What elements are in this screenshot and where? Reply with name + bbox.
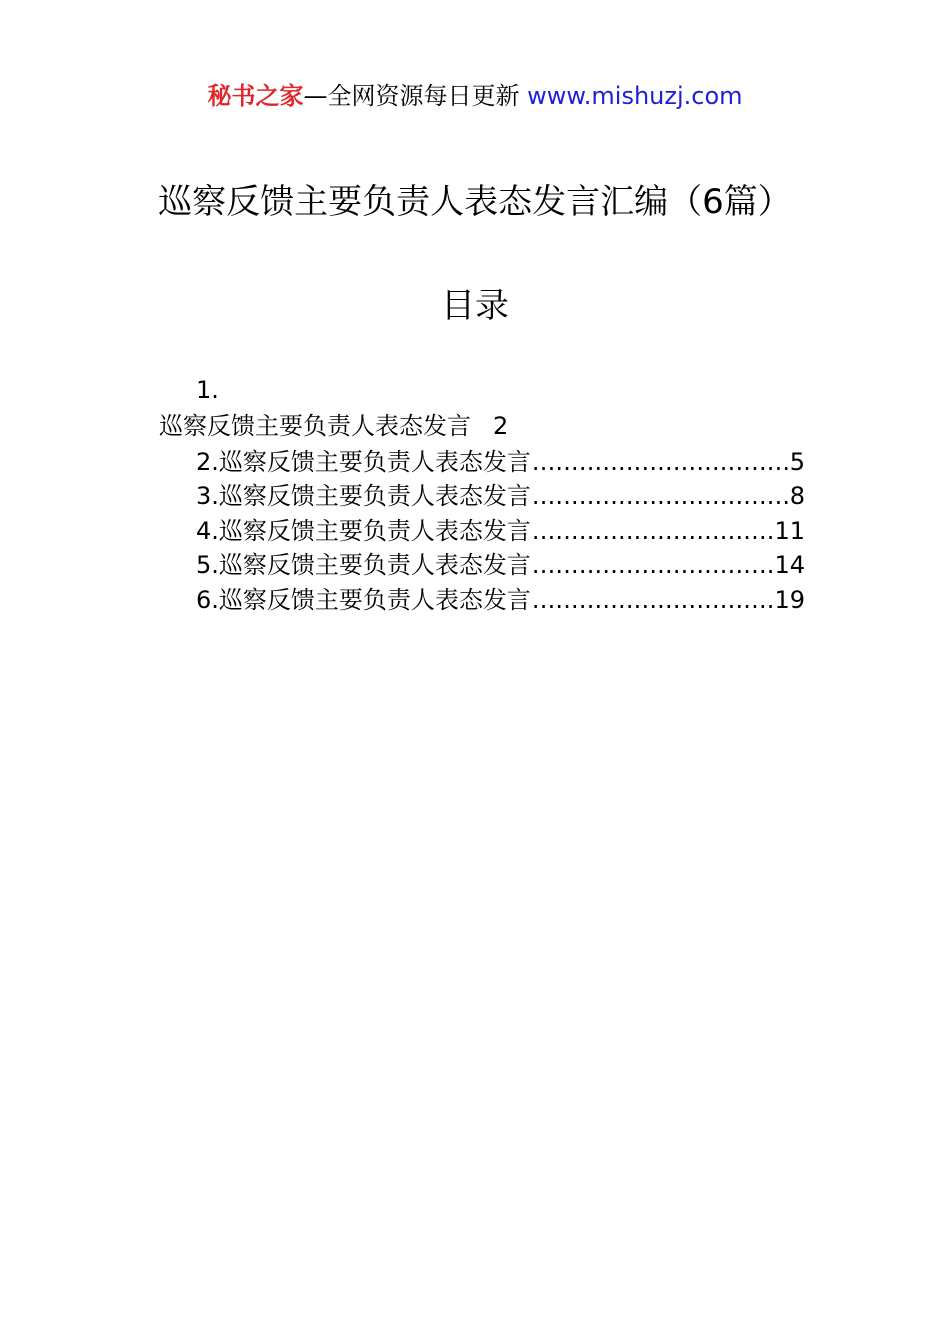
toc-entry-label: 4.巡察反馈主要负责人表态发言 — [196, 517, 531, 545]
toc-entry-4[interactable] — [196, 515, 805, 547]
toc-entry-page: 8 — [789, 482, 805, 510]
toc-entry-label: 6.巡察反馈主要负责人表态发言 — [196, 586, 531, 614]
toc-entry-1[interactable] — [159, 410, 508, 442]
toc-entry-page: 5 — [789, 448, 805, 476]
dot-leader — [532, 446, 789, 478]
brand-name: 秘书之家 — [207, 82, 304, 110]
dot-leader — [532, 549, 774, 581]
toc-entry-page: 14 — [774, 551, 805, 579]
site-url-link[interactable]: www.mishuzj.com — [527, 82, 743, 110]
toc-entry-label: 3.巡察反馈主要负责人表态发言 — [196, 482, 531, 510]
toc-entry-3[interactable] — [196, 480, 805, 512]
dot-leader — [532, 584, 774, 616]
toc-entry-6[interactable] — [196, 584, 805, 616]
toc-entry-1-number[interactable]: 1. — [196, 376, 219, 404]
toc-entry-page: 2 — [493, 412, 509, 440]
dot-leader — [532, 515, 774, 547]
header-slogan: —全网资源每日更新 — [303, 82, 520, 110]
dot-leader — [532, 480, 789, 512]
toc-entry-label: 5.巡察反馈主要负责人表态发言 — [196, 551, 531, 579]
toc-entry-label: 2.巡察反馈主要负责人表态发言 — [196, 448, 531, 476]
toc-heading: 目录 — [441, 286, 509, 326]
toc-entry-page: 11 — [774, 517, 805, 545]
toc-entry-page: 19 — [774, 586, 805, 614]
site-header — [0, 80, 950, 112]
toc-entry-label: 巡察反馈主要负责人表态发言 — [159, 412, 471, 440]
toc-entry-5[interactable] — [196, 549, 805, 581]
document-title: 巡察反馈主要负责人表态发言汇编（6篇） — [158, 182, 792, 222]
toc-entry-2[interactable] — [196, 446, 805, 478]
